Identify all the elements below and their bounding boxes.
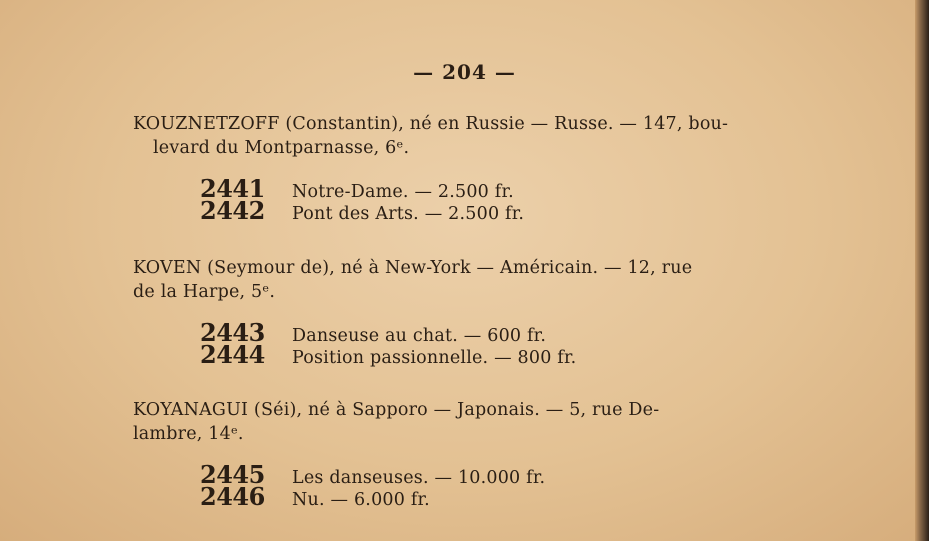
page-number: — 204 — xyxy=(413,60,516,84)
artist-line: KOUZNETZOFF (Constantin), né en Russie — Russe. — 147, bou- xyxy=(133,114,729,134)
artist-line: KOVEN (Seymour de), né à New-York — Américain. — 12, rue xyxy=(133,258,693,278)
artist-entry xyxy=(133,398,830,511)
work-number: 2442 xyxy=(200,196,265,225)
works-list xyxy=(200,460,830,511)
work-number: 2443 xyxy=(200,318,265,347)
work-number: 2446 xyxy=(200,482,265,511)
work-title: Position passionnelle. — 800 fr. xyxy=(292,348,577,368)
artist-description xyxy=(133,112,830,160)
work-title: Pont des Arts. — 2.500 fr. xyxy=(292,204,525,224)
artist-description xyxy=(133,398,830,446)
work-item xyxy=(200,460,830,489)
artist-description xyxy=(133,256,830,304)
book-page-edge xyxy=(915,0,929,541)
work-title: Danseuse au chat. — 600 fr. xyxy=(292,326,547,346)
artist-entry xyxy=(133,112,830,225)
work-title: Nu. — 6.000 fr. xyxy=(292,490,430,510)
artist-line: lambre, 14ᵉ. xyxy=(133,424,244,444)
artist-line: KOYANAGUI (Séi), né à Sapporo — Japonais. — 5, rue De- xyxy=(133,400,660,420)
work-number: 2445 xyxy=(200,460,265,489)
work-number: 2441 xyxy=(200,174,265,203)
works-list xyxy=(200,318,830,369)
artist-entry xyxy=(133,256,830,369)
artist-line: levard du Montparnasse, 6ᵉ. xyxy=(153,138,410,158)
work-item xyxy=(200,318,830,347)
work-title: Notre-Dame. — 2.500 fr. xyxy=(292,182,514,202)
work-title: Les danseuses. — 10.000 fr. xyxy=(292,468,546,488)
works-list xyxy=(200,174,830,225)
artist-line: de la Harpe, 5ᵉ. xyxy=(133,282,276,302)
work-item xyxy=(200,174,830,203)
work-number: 2444 xyxy=(200,340,265,369)
